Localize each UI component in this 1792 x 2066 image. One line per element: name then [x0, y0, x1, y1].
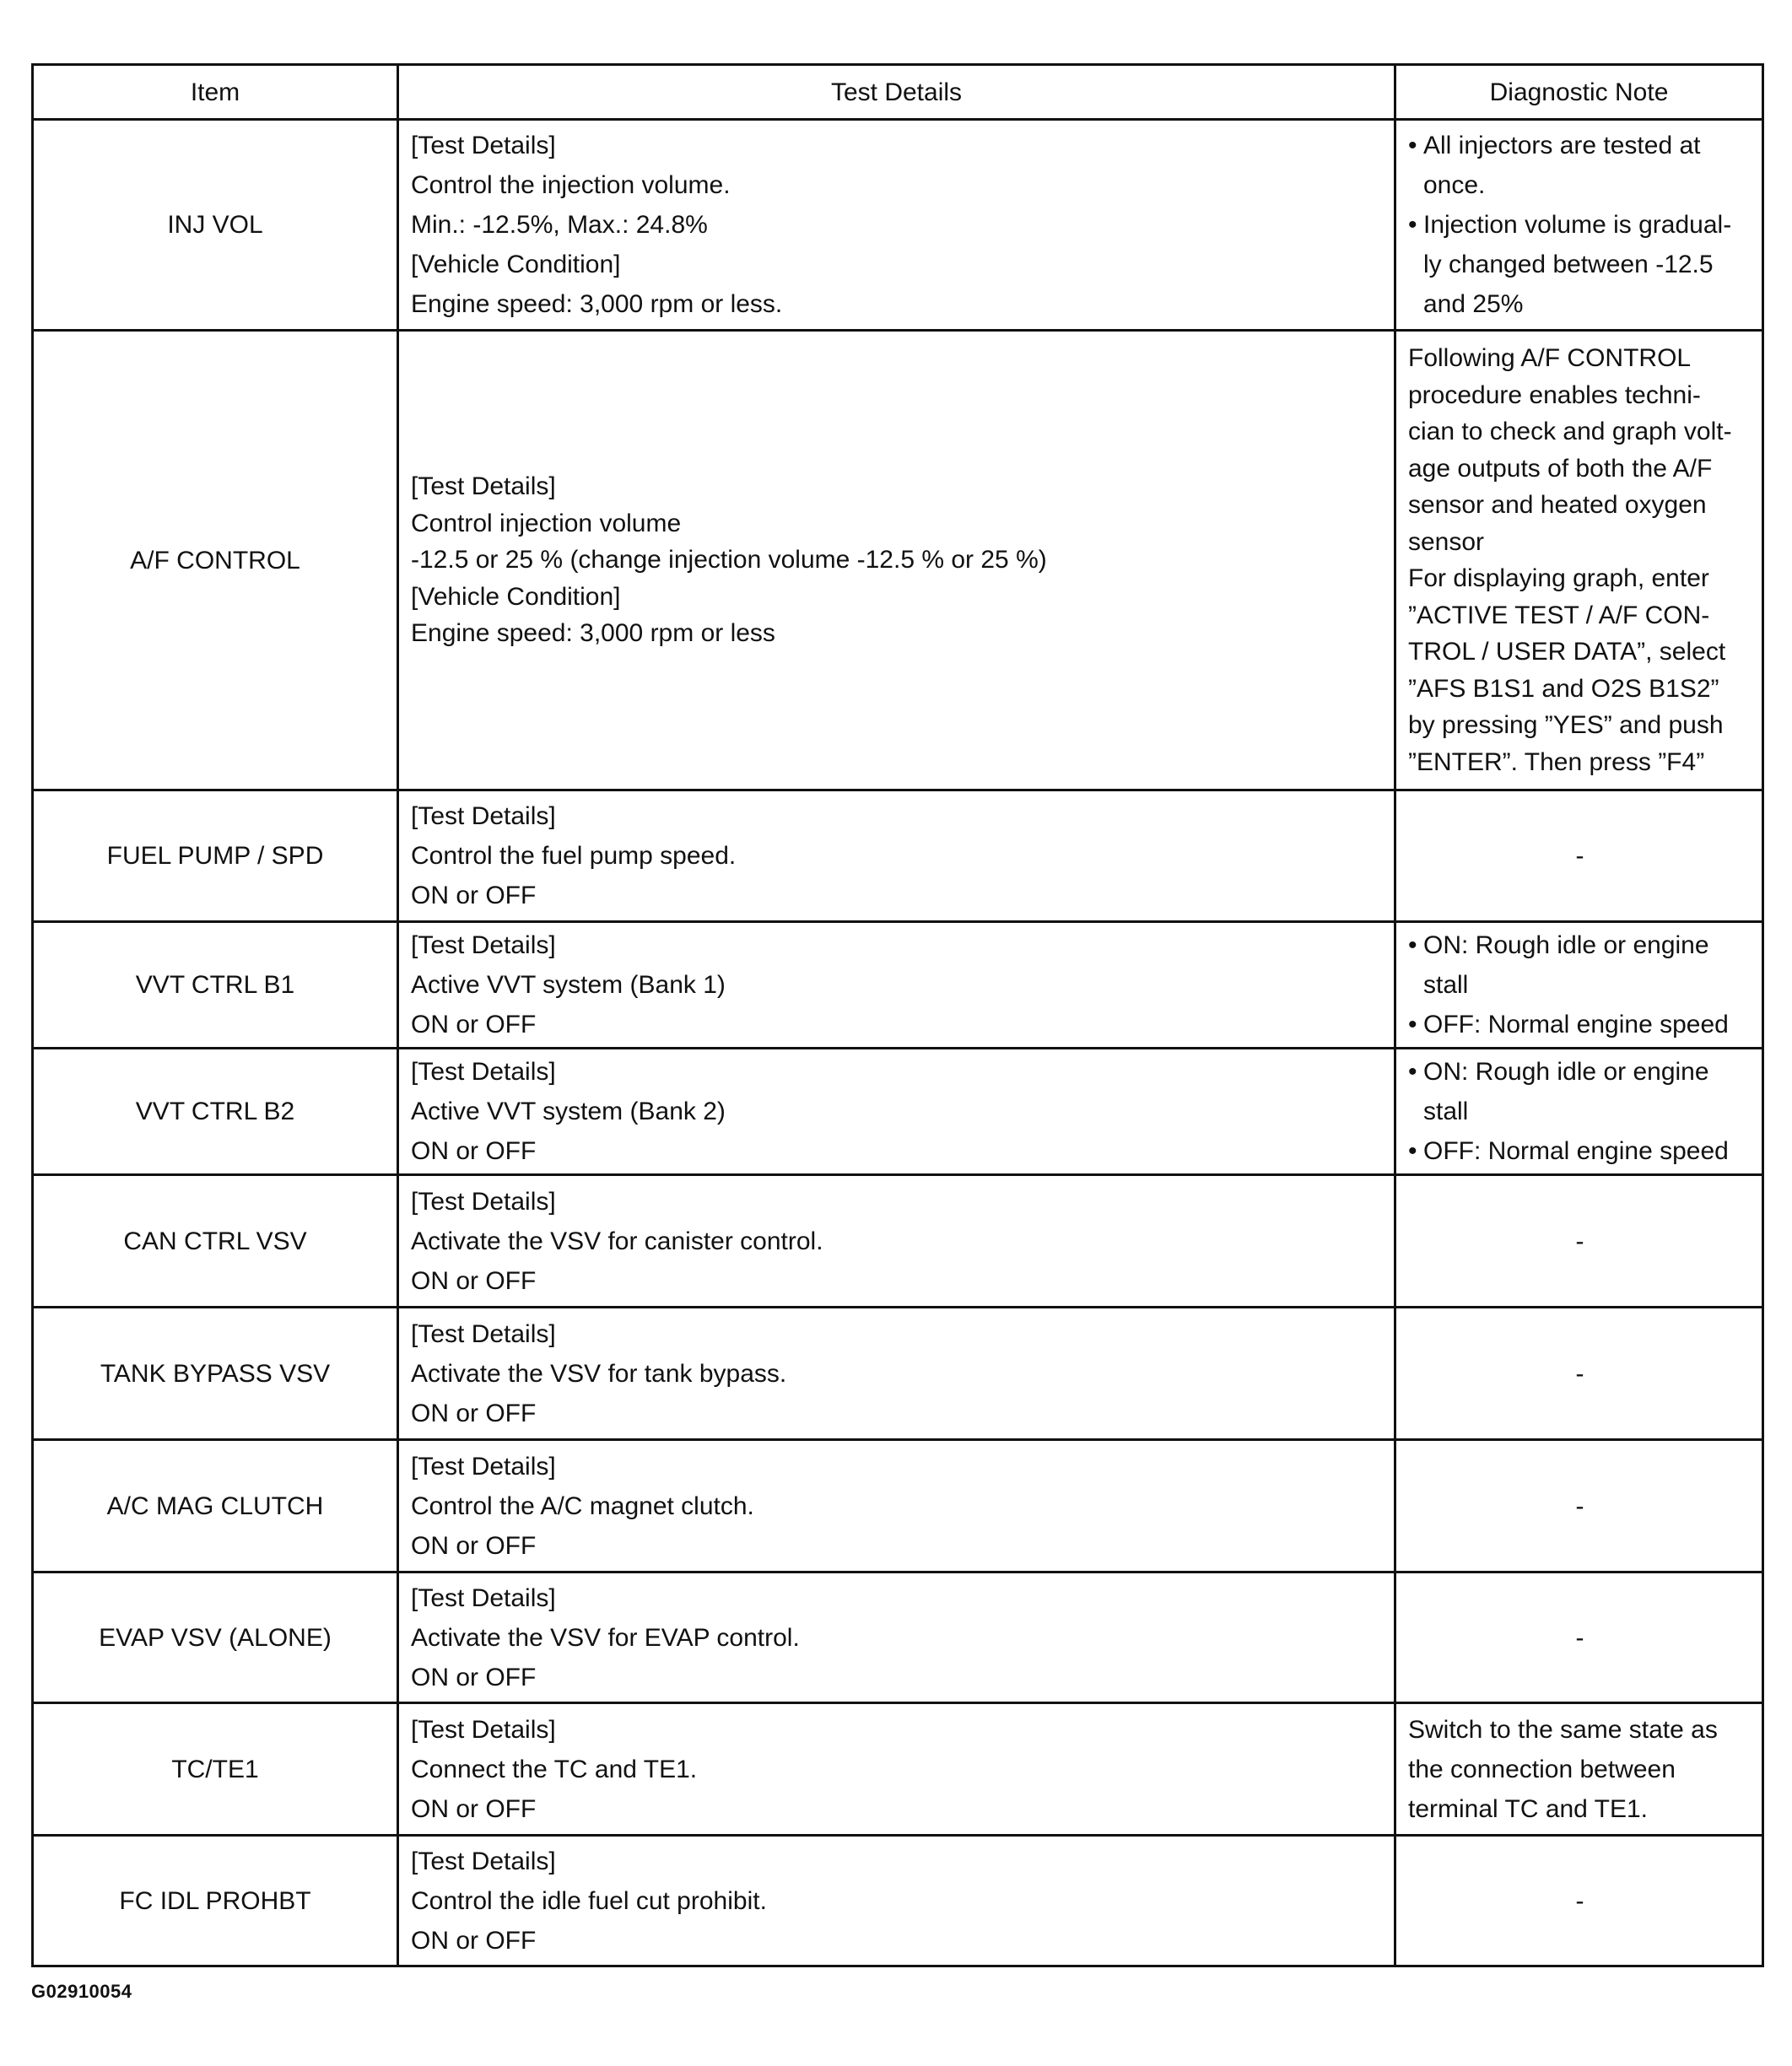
- note-line: procedure enables techni-: [1408, 380, 1701, 409]
- note-bullet: • OFF: Normal engine speed: [1408, 1131, 1752, 1171]
- item-cell: FC IDL PROHBT: [33, 1836, 398, 1966]
- note-line: ”ENTER”. Then press ”F4”: [1408, 747, 1705, 776]
- note-line: -: [1575, 842, 1584, 870]
- test-details-line: Engine speed: 3,000 rpm or less: [411, 619, 775, 648]
- test-details-line: Activate the VSV for canister control.: [411, 1227, 823, 1255]
- diagnostic-note-cell: [1395, 1308, 1763, 1440]
- table-row: [33, 790, 1763, 922]
- test-details-line: [Test Details]: [411, 802, 556, 830]
- table-row: [33, 1836, 1763, 1966]
- test-details-line: [Test Details]: [411, 1715, 556, 1744]
- header-test-details: Test Details: [398, 65, 1395, 120]
- test-details-line: Control injection volume: [411, 509, 682, 537]
- item-cell: VVT CTRL B1: [33, 922, 398, 1049]
- test-details-cell: [398, 1175, 1395, 1308]
- test-details-line: ON or OFF: [411, 1266, 537, 1295]
- note-line: terminal TC and TE1.: [1408, 1794, 1649, 1823]
- test-details-cell: [398, 1572, 1395, 1703]
- test-details-line: Connect the TC and TE1.: [411, 1755, 698, 1783]
- note-line: Following A/F CONTROL: [1408, 344, 1692, 372]
- item-cell: TC/TE1: [33, 1703, 398, 1836]
- table-row: [33, 1440, 1763, 1572]
- test-details-line: -12.5 or 25 % (change injection volume -12.5 % or 25 %): [411, 546, 1047, 574]
- test-details-cell: [398, 1049, 1395, 1175]
- table-row: [33, 1049, 1763, 1175]
- item-cell: A/F CONTROL: [33, 331, 398, 790]
- header-diagnostic-note: Diagnostic Note: [1395, 65, 1763, 120]
- test-details-line: [Test Details]: [411, 1847, 556, 1875]
- note-line: ”ACTIVE TEST / A/F CON-: [1408, 601, 1710, 629]
- test-details-line: [Test Details]: [411, 1319, 556, 1348]
- note-line: sensor and heated oxygen: [1408, 491, 1707, 519]
- figure-code: G02910054: [31, 1981, 132, 2002]
- test-details-line: ON or OFF: [411, 1663, 537, 1691]
- item-cell: CAN CTRL VSV: [33, 1175, 398, 1308]
- test-details-line: [Test Details]: [411, 1452, 556, 1481]
- item-cell: INJ VOL: [33, 120, 398, 331]
- note-line: by pressing ”YES” and push: [1408, 711, 1724, 739]
- note-bullet: • ON: Rough idle or engine stall: [1408, 925, 1752, 1005]
- diagnostic-note-cell: [1395, 1836, 1763, 1966]
- table-row: [33, 120, 1763, 331]
- item-cell: A/C MAG CLUTCH: [33, 1440, 398, 1572]
- test-details-cell: [398, 922, 1395, 1049]
- note-line: Switch to the same state as: [1408, 1715, 1718, 1744]
- test-details-cell: [398, 1440, 1395, 1572]
- note-line: -: [1575, 1492, 1584, 1520]
- diagnostic-note-cell: [1395, 331, 1763, 790]
- diagnostic-note-cell: [1395, 1703, 1763, 1836]
- test-details-cell: [398, 790, 1395, 922]
- test-details-cell: [398, 331, 1395, 790]
- note-line: cian to check and graph volt-: [1408, 418, 1732, 445]
- active-test-table: [31, 63, 1764, 1967]
- note-line: sensor: [1408, 527, 1485, 556]
- diagnostic-note-cell: [1395, 1175, 1763, 1308]
- test-details-cell: [398, 1703, 1395, 1836]
- test-details-line: [Test Details]: [411, 132, 556, 159]
- item-cell: TANK BYPASS VSV: [33, 1308, 398, 1440]
- note-bullet: • OFF: Normal engine speed: [1408, 1005, 1752, 1044]
- note-line: -: [1575, 1623, 1584, 1652]
- note-line: For displaying graph, enter: [1408, 564, 1709, 592]
- test-details-line: ON or OFF: [411, 1926, 537, 1955]
- note-line: age outputs of both the A/F: [1408, 454, 1713, 483]
- test-details-line: Min.: -12.5%, Max.: 24.8%: [411, 211, 708, 239]
- test-details-line: Activate the VSV for EVAP control.: [411, 1623, 800, 1652]
- test-details-cell: [398, 120, 1395, 331]
- table-header-row: [33, 65, 1763, 120]
- test-details-line: [Test Details]: [411, 1187, 556, 1216]
- test-details-line: ON or OFF: [411, 882, 537, 909]
- test-details-line: Activate the VSV for tank bypass.: [411, 1359, 787, 1388]
- test-details-line: Control the A/C magnet clutch.: [411, 1492, 754, 1520]
- note-line: -: [1575, 1359, 1584, 1388]
- diagnostic-note-cell: [1395, 1049, 1763, 1175]
- test-details-line: Control the injection volume.: [411, 171, 731, 199]
- test-details-line: ON or OFF: [411, 1137, 537, 1165]
- table-row: [33, 1703, 1763, 1836]
- diagnostic-note-cell: [1395, 922, 1763, 1049]
- table-row: [33, 1175, 1763, 1308]
- table-body: [33, 120, 1763, 1966]
- test-details-line: [Test Details]: [411, 1058, 556, 1086]
- diagnostic-note-cell: [1395, 790, 1763, 922]
- table-row: [33, 331, 1763, 790]
- note-bullet: • All injectors are tested at once.: [1408, 126, 1752, 205]
- test-details-line: Active VVT system (Bank 1): [411, 971, 726, 999]
- note-bullet: • ON: Rough idle or engine stall: [1408, 1052, 1752, 1131]
- test-details-line: Control the idle fuel cut prohibit.: [411, 1886, 767, 1915]
- diagnostic-note-cell: [1395, 1572, 1763, 1703]
- note-line: ”AFS B1S1 and O2S B1S2”: [1408, 674, 1719, 703]
- note-line: -: [1575, 1886, 1584, 1915]
- table-row: [33, 922, 1763, 1049]
- item-cell: FUEL PUMP / SPD: [33, 790, 398, 922]
- test-details-line: Active VVT system (Bank 2): [411, 1098, 726, 1125]
- note-bullet: • Injection volume is gradual- ly changed between -12.5 and 25%: [1408, 205, 1752, 324]
- test-details-line: [Test Details]: [411, 931, 556, 959]
- test-details-line: Engine speed: 3,000 rpm or less.: [411, 290, 783, 318]
- note-line: -: [1575, 1227, 1584, 1255]
- test-details-line: [Test Details]: [411, 472, 556, 501]
- test-details-line: Control the fuel pump speed.: [411, 842, 737, 870]
- diagnostic-note-cell: [1395, 1440, 1763, 1572]
- test-details-line: [Vehicle Condition]: [411, 251, 621, 278]
- note-line: TROL / USER DATA”, select: [1408, 638, 1726, 666]
- note-line: the connection between: [1408, 1755, 1676, 1783]
- table-row: [33, 1572, 1763, 1703]
- diagnostic-note-cell: [1395, 120, 1763, 331]
- test-details-line: ON or OFF: [411, 1531, 537, 1560]
- header-item: Item: [33, 65, 398, 120]
- item-cell: EVAP VSV (ALONE): [33, 1572, 398, 1703]
- item-cell: VVT CTRL B2: [33, 1049, 398, 1175]
- test-details-cell: [398, 1308, 1395, 1440]
- test-details-line: ON or OFF: [411, 1011, 537, 1038]
- test-details-line: ON or OFF: [411, 1794, 537, 1823]
- test-details-cell: [398, 1836, 1395, 1966]
- test-details-line: ON or OFF: [411, 1399, 537, 1427]
- test-details-line: [Vehicle Condition]: [411, 582, 621, 611]
- table-row: [33, 1308, 1763, 1440]
- test-details-line: [Test Details]: [411, 1583, 556, 1612]
